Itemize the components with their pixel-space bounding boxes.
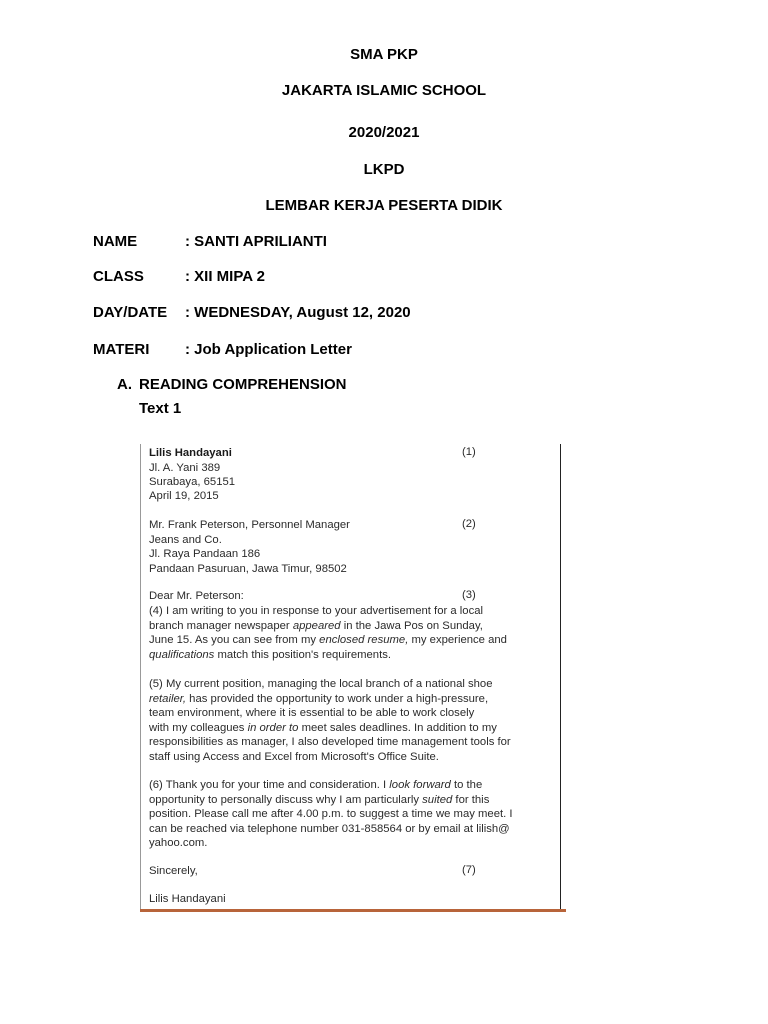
date-value: : WEDNESDAY, August 12, 2020 <box>185 304 411 321</box>
signature: Lilis Handayani <box>149 893 226 905</box>
p6-line-1-b: to the <box>450 779 483 791</box>
recipient-line-2: Jeans and Co. <box>149 534 222 546</box>
p4-line-3-a: June 15. As you can see from my <box>149 634 320 646</box>
marker-3: (3) <box>462 589 476 601</box>
p4-line-4 <box>149 648 507 663</box>
p5-line-4-b: meet sales deadlines. In addition to my <box>298 721 497 734</box>
materi-value: : Job Application Letter <box>185 341 352 358</box>
class-label: CLASS <box>93 268 144 285</box>
closing: Sincerely, <box>149 865 198 877</box>
p4-line-4-italic: qualifications <box>149 648 215 661</box>
section-heading <box>117 376 347 393</box>
document-code: LKPD <box>363 161 405 178</box>
p4-line-2-a: branch manager newspaper <box>149 619 293 632</box>
date-label: DAY/DATE <box>93 304 168 321</box>
p4-line-4-b: match this position's requirements. <box>214 648 392 661</box>
class-value: : XII MIPA 2 <box>185 268 266 285</box>
p4-line-2-italic: appeared <box>292 619 341 632</box>
p5-line-6: staff using Access and Excel from Microsoft's Office Suite. <box>149 750 439 763</box>
letter-date: April 19, 2015 <box>149 490 219 502</box>
p6-line-1-italic: look forward <box>389 779 451 791</box>
paragraph-4 <box>149 604 507 662</box>
sender-address-line-2: Surabaya, 65151 <box>149 476 236 488</box>
p5-line-2-italic: retailer, <box>149 692 187 705</box>
p4-line-3 <box>149 633 507 648</box>
name-value: : SANTI APRILIANTI <box>185 233 327 250</box>
school-short-name: SMA PKP <box>350 46 418 63</box>
p5-line-2-b: has provided the opportunity to work under a high-pressure, <box>186 692 489 705</box>
recipient-line-3: Jl. Raya Pandaan 186 <box>149 548 261 560</box>
materi-label: MATERI <box>93 341 150 358</box>
p6-line-4: can be reached via telephone number 031-858564 or by email at lilish@ <box>149 822 510 835</box>
marker-7: (7) <box>462 864 476 876</box>
text-label: Text 1 <box>139 400 182 417</box>
section-letter: A. <box>117 376 132 393</box>
p5-line-3: team environment, where it is essential to be able to work closely <box>149 707 475 719</box>
p6-line-5: yahoo.com. <box>149 837 208 849</box>
p4-line-1: (4) I am writing to you in response to your advertisement for a local <box>149 605 484 617</box>
p6-line-2 <box>149 793 513 808</box>
sender-address-line-1: Jl. A. Yani 389 <box>149 462 221 474</box>
p6-line-2-italic: suited <box>422 793 453 806</box>
paragraph-5 <box>149 677 511 764</box>
p5-line-5: responsibilities as manager, I also developed time management tools for <box>149 736 511 748</box>
recipient-line-4: Pandaan Pasuruan, Jawa Timur, 98502 <box>149 563 347 575</box>
p4-line-2 <box>149 619 507 634</box>
p6-line-2-a: opportunity to personally discuss why I am particularly <box>149 793 423 806</box>
p6-line-1 <box>149 778 513 793</box>
letter-bottom-rule <box>140 909 566 912</box>
p6-line-2-b: for this <box>452 793 490 806</box>
p5-line-2 <box>149 692 511 707</box>
academic-year: 2020/2021 <box>348 124 420 141</box>
p6-line-3: position. Please call me after 4.00 p.m. to suggest a time we may meet. I <box>149 808 513 820</box>
section-title: READING COMPREHENSION <box>139 376 347 393</box>
marker-1: (1) <box>462 446 476 458</box>
p6-line-1-a: (6) Thank you for your time and consideration. I <box>149 779 390 791</box>
p4-line-3-italic: enclosed resume, <box>319 634 409 646</box>
p5-line-1: (5) My current position, managing the local branch of a national shoe <box>149 678 493 690</box>
school-name: JAKARTA ISLAMIC SCHOOL <box>281 82 487 99</box>
name-label: NAME <box>93 233 138 250</box>
marker-2: (2) <box>462 518 476 530</box>
p4-line-3-b: my experience and <box>408 634 507 646</box>
p4-line-2-b: in the Jawa Pos on Sunday, <box>340 619 483 632</box>
p5-line-4-a: with my colleagues <box>149 721 248 734</box>
sender-name: Lilis Handayani <box>149 447 232 459</box>
p5-line-4 <box>149 721 511 736</box>
document-title: LEMBAR KERJA PESERTA DIDIK <box>265 197 503 214</box>
recipient-line-1: Mr. Frank Peterson, Personnel Manager <box>149 519 350 531</box>
paragraph-6 <box>149 778 513 851</box>
p5-line-4-italic: in order to <box>247 721 299 734</box>
salutation: Dear Mr. Peterson: <box>149 590 244 602</box>
